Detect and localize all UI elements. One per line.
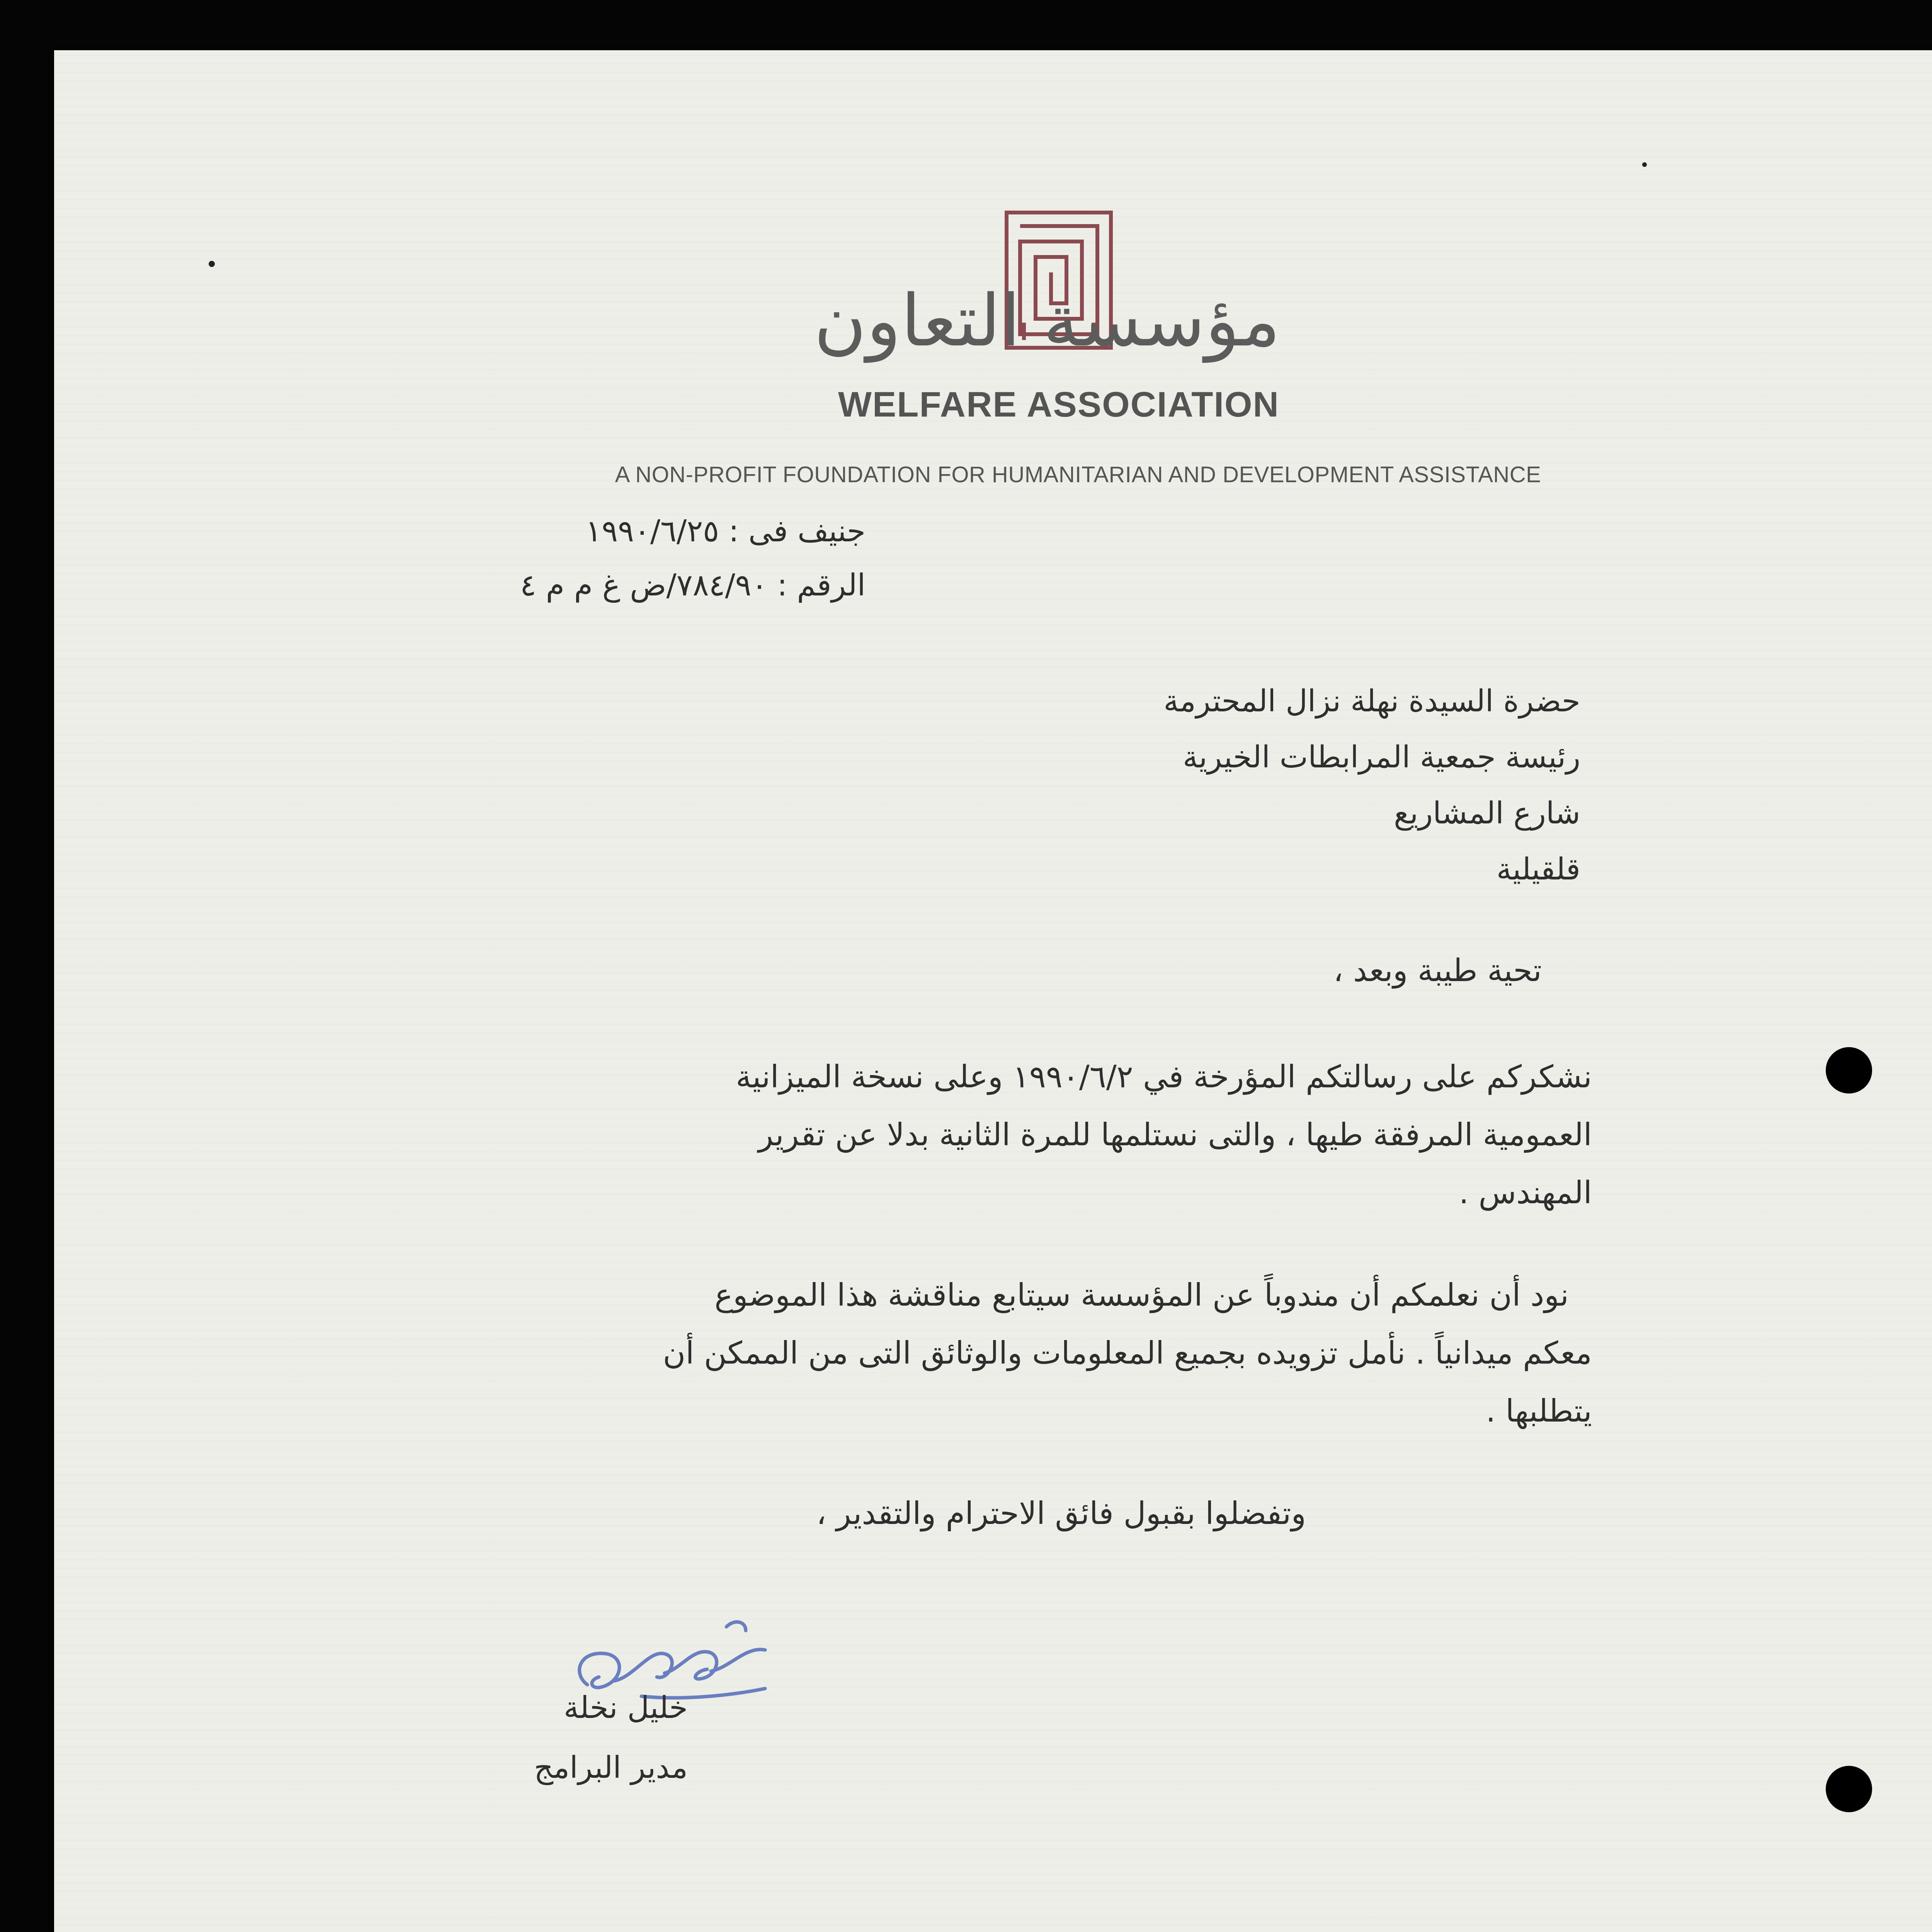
paragraph-line: نشكركم على رسالتكم المؤرخة في ١٩٩٠/٦/٢ وعلى نسخة الميزانية [736, 1059, 1592, 1095]
paragraph-line: معكم ميدانياً . نأمل تزويده بجميع المعلومات والوثائق التى من الممكن أن [663, 1335, 1592, 1371]
recipient-line: حضرة السيدة نهلة نزال المحترمة [1163, 684, 1580, 719]
paragraph-line: العمومية المرفقة طيها ، والتى نستلمها للمرة الثانية بدلا عن تقرير [758, 1117, 1592, 1153]
recipient-line: قلقيلية [1496, 852, 1580, 887]
punch-hole [1826, 1766, 1872, 1812]
signatory-name: خليل نخلة [563, 1690, 688, 1725]
letterhead-tagline: A NON-PROFIT FOUNDATION FOR HUMANITARIAN AND DEVELOPMENT ASSISTANCE [615, 462, 1541, 487]
paper-speck [209, 261, 215, 267]
paper-speck [1642, 162, 1647, 167]
signatory-title: مدير البرامج [534, 1750, 688, 1785]
paragraph-line: المهندس . [1459, 1175, 1592, 1211]
closing-line: وتفضلوا بقبول فائق الاحترام والتقدير ، [816, 1495, 1306, 1531]
greeting: تحية طيبة وبعد ، [1333, 952, 1542, 988]
reference-number: الرقم : ٧٨٤/٩٠/ض غ م م ٤ [520, 568, 866, 603]
recipient-line: رئيسة جمعية المرابطات الخيرية [1182, 740, 1580, 775]
date-line: جنيف فى : ١٩٩٠/٦/٢٥ [585, 514, 866, 549]
punch-hole [1826, 1047, 1872, 1094]
letter-page [54, 50, 1932, 1932]
logo-english-name: WELFARE ASSOCIATION [838, 385, 1279, 424]
paragraph-line: يتطلبها . [1486, 1393, 1592, 1429]
recipient-line: شارع المشاريع [1394, 796, 1580, 831]
logo-arabic-name: مؤسسة التعاون [814, 279, 1281, 362]
paragraph-line: نود أن نعلمكم أن مندوباً عن المؤسسة سيتابع مناقشة هذا الموضوع [714, 1277, 1569, 1313]
